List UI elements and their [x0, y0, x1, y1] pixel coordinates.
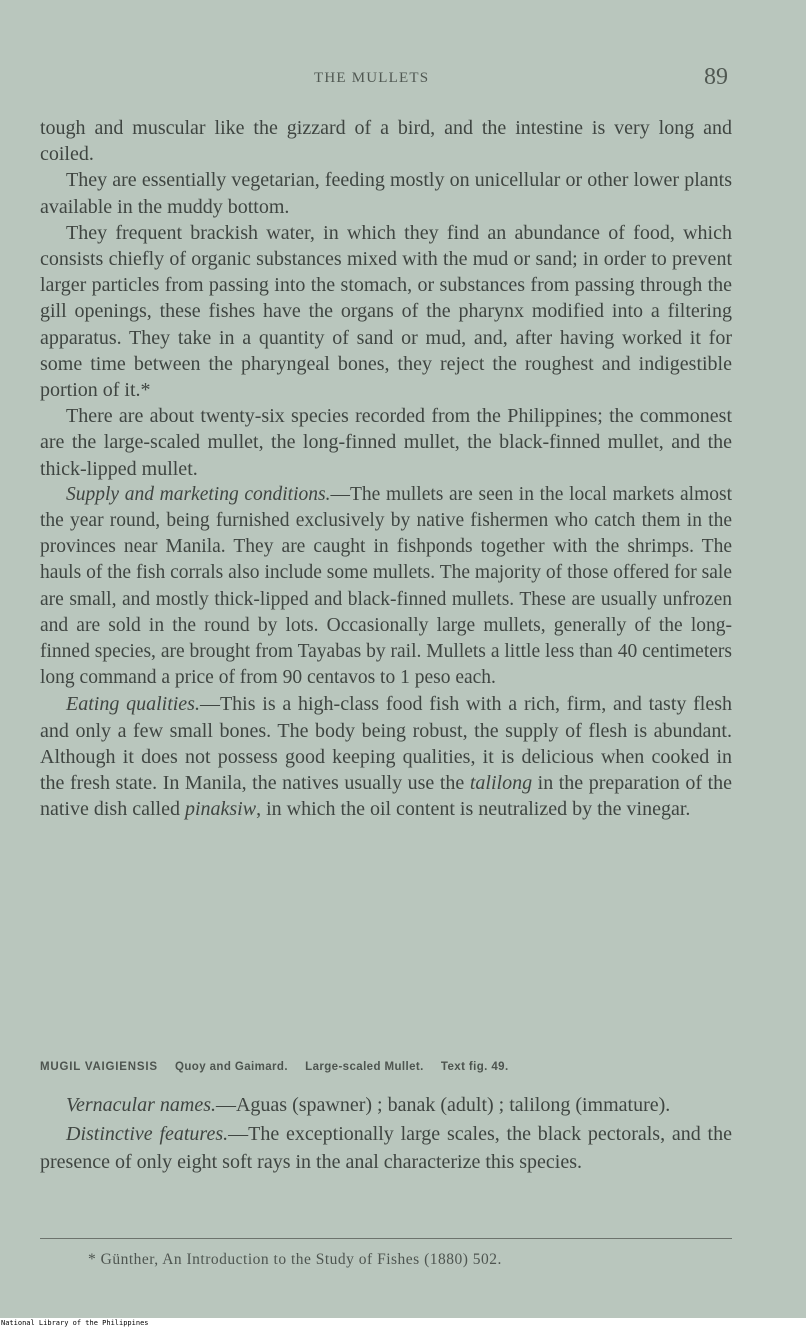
- species-description: [40, 1091, 732, 1177]
- vernacular-names-heading: Vernacular names.: [66, 1094, 216, 1116]
- paragraph-distinctive-features: [40, 1120, 732, 1177]
- eating-qualities-heading: Eating qualities.: [66, 693, 200, 716]
- paragraph-species-count: There are about twenty-six species recorded from the Philippines; the commonest are the large-scaled mullet, the long-finned mullet, the black-finned mullet, and the thick-lipped mullet.: [40, 405, 732, 480]
- page-number: 89: [704, 64, 728, 90]
- species-heading: [40, 1061, 740, 1073]
- distinctive-features-heading: Distinctive features.: [66, 1122, 229, 1145]
- supply-marketing-heading: Supply and marketing conditions.: [66, 483, 331, 505]
- paragraph-eating-qualities: [40, 691, 732, 822]
- term-pinaksiw: pinaksiw: [184, 798, 257, 821]
- running-title: THE MULLETS: [314, 70, 430, 86]
- paragraph-vernacular-names: [40, 1091, 732, 1120]
- body-text: [40, 115, 732, 822]
- distinctive-features-text: —The exceptionally large scales, the black pectorals, and the presence of only eight soft rays in the anal characterize this species.: [40, 1122, 732, 1173]
- paragraph-gizzard: tough and muscular like the gizzard of a bird, and the intestine is very long and coiled.: [40, 117, 732, 166]
- vernacular-names-text: —Aguas (spawner) ; banak (adult) ; talilong (immature).: [215, 1094, 671, 1116]
- term-talilong: talilong: [469, 772, 533, 795]
- page-header: [0, 64, 806, 94]
- species-name: MUGIL VAIGIENSIS: [40, 1061, 158, 1073]
- footnote-divider: [40, 1238, 732, 1239]
- paragraph-brackish-water: They frequent brackish water, in which they find an abundance of food, which consists chiefly of organic substances mixed with the mud or sand; in order to prevent larger particles from passing into the stomach, or substances from passing through the gill openings, these fishes have the organs of the pharynx modified into a filtering apparatus. They take in a quantity of sand or mud, and, after having worked it for some time between the pharyngeal bones, they reject the roughest and indigestible portion of it.*: [40, 221, 732, 402]
- supply-marketing-text: —The mullets are seen in the local markets almost the year round, being furnished exclusively by native fishermen who catch them in the provinces near Manila. They are caught in fishponds together with the shrimps. The hauls of the fish corrals also include some mullets. The majority of those offered for sale are small, and mostly thick-lipped and black-finned mullets. These are usually unfrozen and are sold in the round by lots. Occasionally large mullets, generally of the long-finned species, are brought from Tayabas by rail. Mullets a little less than 40 centimeters long command a price of from 90 centavos to 1 peso each.: [40, 483, 733, 689]
- eating-qualities-text-c: , in which the oil content is neutralized by the vinegar.: [256, 798, 691, 821]
- paragraph-vegetarian: They are essentially vegetarian, feeding mostly on unicellular or other lower plants available in the muddy bottom.: [40, 169, 732, 218]
- footnote: * Günther, An Introduction to the Study of Fishes (1880) 502.: [88, 1251, 502, 1268]
- eating-qualities-text-a: —This is a high-class food fish with a rich, firm, and tasty flesh and only a few small bones. The body being robust, the supply of flesh is abundant. Although it does not possess good keeping qualities, it is delicious when cooked in the fresh state. In Manila, the natives usually use the: [40, 693, 732, 795]
- eating-qualities-text-b: in the preparation of the native dish called: [40, 772, 733, 821]
- species-common-name: Large-scaled Mullet.: [305, 1061, 424, 1073]
- species-authority: Quoy and Gaimard.: [175, 1061, 288, 1073]
- library-credit: National Library of the Philippines: [1, 1319, 149, 1327]
- species-figure-reference: Text fig. 49.: [440, 1061, 509, 1073]
- paragraph-supply-marketing: [40, 482, 732, 692]
